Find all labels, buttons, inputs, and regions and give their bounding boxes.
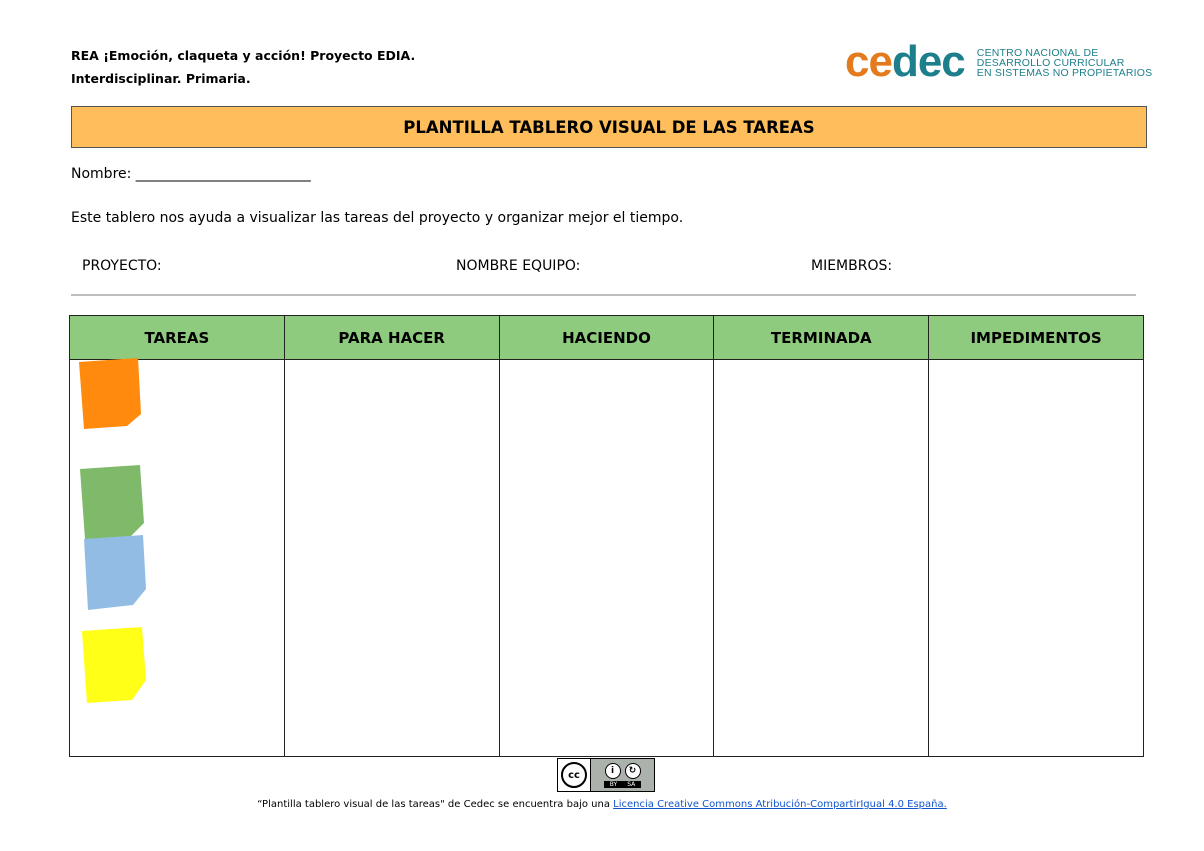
header-line-1: REA ¡Emoción, claqueta y acción! Proyecto EDIA. [71, 48, 416, 63]
proyecto-label: PROYECTO: [82, 258, 162, 274]
column-header-haciendo: HACIENDO [499, 316, 714, 360]
logo-sub-line-1: CENTRO NACIONAL DE [976, 47, 1099, 59]
cc-icon: cc [561, 762, 587, 788]
column-header-terminada: TERMINADA [714, 316, 929, 360]
cedec-wordmark [845, 37, 965, 86]
cc-license-badge[interactable] [557, 758, 655, 792]
cedec-logo [845, 37, 1153, 86]
task-board [69, 315, 1144, 757]
license-link[interactable]: Licencia Creative Commons Atribución-CompartirIgual 4.0 España. [613, 799, 947, 810]
column-header-para-hacer: PARA HACER [284, 316, 499, 360]
page-title: PLANTILLA TABLERO VISUAL DE LAS TAREAS [71, 106, 1147, 148]
sticky-note-blue[interactable] [84, 535, 146, 610]
column-impedimentos [929, 360, 1144, 757]
footer-text: “Plantilla tablero visual de las tareas" de Cedec se encuentra bajo una [257, 799, 614, 810]
cedec-subtitle [977, 48, 1153, 78]
divider [71, 294, 1136, 296]
sticky-note-orange[interactable] [79, 358, 141, 429]
header-line-2: Interdisciplinar. Primaria. [71, 71, 251, 86]
column-haciendo [499, 360, 714, 757]
cc-logo-box [558, 759, 591, 791]
sticky-note-green[interactable] [80, 465, 144, 539]
column-terminada [714, 360, 929, 757]
wordmark-part-2: dec [891, 37, 965, 86]
wordmark-part-1: ce [845, 37, 892, 86]
nombre-field: Nombre: _________________________ [71, 166, 311, 182]
sticky-note-yellow[interactable] [82, 627, 146, 703]
sticky-notes [75, 355, 155, 715]
cc-terms [591, 763, 654, 788]
description-text: Este tablero nos ayuda a visualizar las tareas del proyecto y organizar mejor el tiempo. [71, 210, 684, 226]
license-footer [0, 799, 1204, 810]
sa-label: SA [627, 780, 636, 788]
logo-sub-line-3: EN SISTEMAS NO PROPIETARIOS [976, 67, 1153, 79]
attribution-icon: i [605, 763, 621, 779]
logo-sub-line-2: DESARROLLO CURRICULAR [976, 57, 1125, 69]
column-header-tareas: TAREAS [70, 316, 285, 360]
by-label: BY [609, 780, 618, 788]
cc-term-icons [605, 763, 641, 779]
share-alike-icon: ↻ [625, 763, 641, 779]
equipo-label: NOMBRE EQUIPO: [456, 258, 581, 274]
column-header-impedimentos: IMPEDIMENTOS [929, 316, 1144, 360]
miembros-label: MIEMBROS: [811, 258, 893, 274]
column-para-hacer [284, 360, 499, 757]
cc-term-labels [604, 781, 641, 788]
